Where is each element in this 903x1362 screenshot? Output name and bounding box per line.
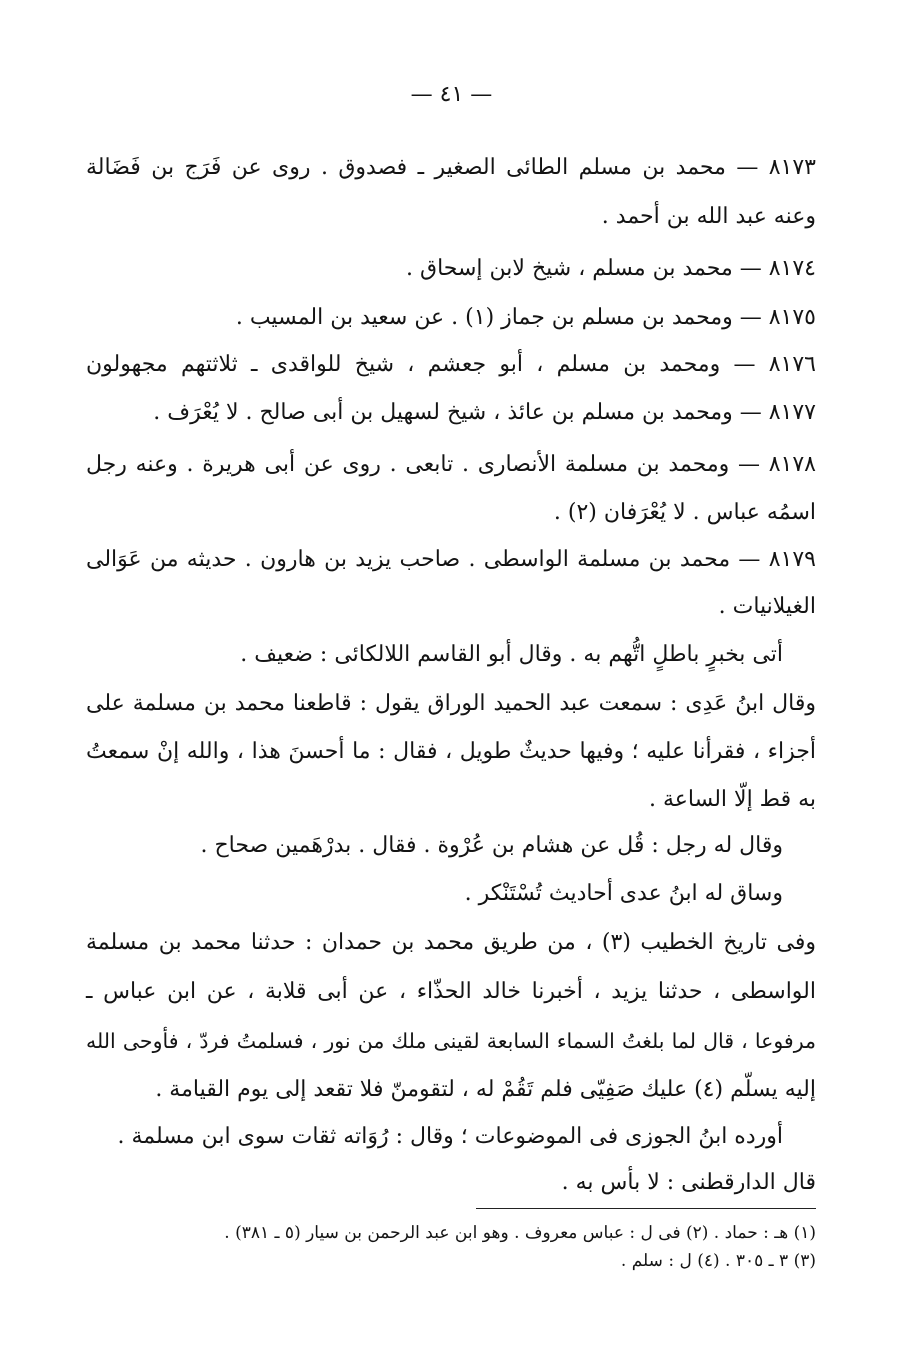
entry-8175: ٨١٧٥ — ومحمد بن مسلم بن جماز (١) . عن سعيد بن المسيب . xyxy=(235,305,816,330)
paragraph-line: به قط إلّا الساعة . xyxy=(648,787,816,812)
footnote-line: (٣) ٣ ـ ٣٠٥ . (٤) ل : سلم . xyxy=(620,1251,816,1271)
entry-8174: ٨١٧٤ — محمد بن مسلم ، شيخ لابن إسحاق . xyxy=(406,256,816,281)
paragraph-line: أجزاء ، فقرأنا عليه ؛ وفيها حديثٌ طويل ، فقال : ما أحسنَ هذا ، والله إنْ سمعتُ xyxy=(86,739,816,764)
paragraph-line: وقال له رجل : قُل عن هشام بن عُرْوة . فقال . بدرْهَمين صحاح . xyxy=(200,833,783,858)
paragraph-line: مرفوعا ، قال لما بلغتُ السماء السابعة لقينى ملك من نور ، فسلمتُ فردّ ، فأوحى الله xyxy=(86,1029,816,1053)
paragraph-line: الواسطى ، حدثنا يزيد ، أخبرنا خالد الحذّاء ، عن أبى قلابة ، عن ابن عباس ـ xyxy=(86,979,816,1004)
paragraph-line: أتى بخبرٍ باطلٍ اتُّهم به . وقال أبو القاسم اللالكائى : ضعيف . xyxy=(240,642,783,667)
entry-8173-line-1: ٨١٧٣ — محمد بن مسلم الطائى الصغير ـ فصدوق . روى عن فَرَج بن فَضَالة xyxy=(86,155,816,180)
entry-8178-line-1: ٨١٧٨ — ومحمد بن مسلمة الأنصارى . تابعى . روى عن أبى هريرة . وعنه رجل xyxy=(86,452,816,477)
footnote-divider xyxy=(476,1208,816,1209)
paragraph-line: قال الدارقطنى : لا بأس به . xyxy=(561,1170,816,1195)
page-number: — ٤١ — xyxy=(410,82,493,107)
paragraph-line: إليه يسلّم (٤) عليك صَفِيّى فلم تَقُمْ له ، لتقومنّ فلا تقعد إلى يوم القيامة . xyxy=(155,1077,816,1102)
entry-8173-line-2: وعنه عبد الله بن أحمد . xyxy=(601,204,816,229)
entry-8179-line-2: الغيلانيات . xyxy=(718,594,816,619)
entry-8179-line-1: ٨١٧٩ — محمد بن مسلمة الواسطى . صاحب يزيد بن هارون . حديثه من عَوَالى xyxy=(86,547,816,572)
paragraph-line: وفى تاريخ الخطيب (٣) ، من طريق محمد بن حمدان : حدثنا محمد بن مسلمة xyxy=(86,930,816,955)
footnote-line: (١) هـ : حماد . (٢) فى ل : عباس معروف . وهو ابن عبد الرحمن بن سيار (٥ ـ ٣٨١) . xyxy=(224,1223,816,1243)
paragraph-line: وساق له ابنُ عدى أحاديث تُسْتَنْكر . xyxy=(464,881,783,906)
entry-8178-line-2: اسمُه عباس . لا يُعْرَفان (٢) . xyxy=(553,500,816,525)
paragraph-line: وقال ابنُ عَدِى : سمعت عبد الحميد الوراق يقول : قاطعنا محمد بن مسلمة على xyxy=(86,691,816,716)
entry-8177: ٨١٧٧ — ومحمد بن مسلم بن عائذ ، شيخ لسهيل بن أبى صالح . لا يُعْرَف . xyxy=(153,400,816,425)
entry-8176: ٨١٧٦ — ومحمد بن مسلم ، أبو جعشم ، شيخ للواقدى ـ ثلاثتهم مجهولون xyxy=(86,352,816,377)
paragraph-line: أورده ابنُ الجوزى فى الموضوعات ؛ وقال : رُوَاته ثقات سوى ابن مسلمة . xyxy=(117,1124,783,1149)
